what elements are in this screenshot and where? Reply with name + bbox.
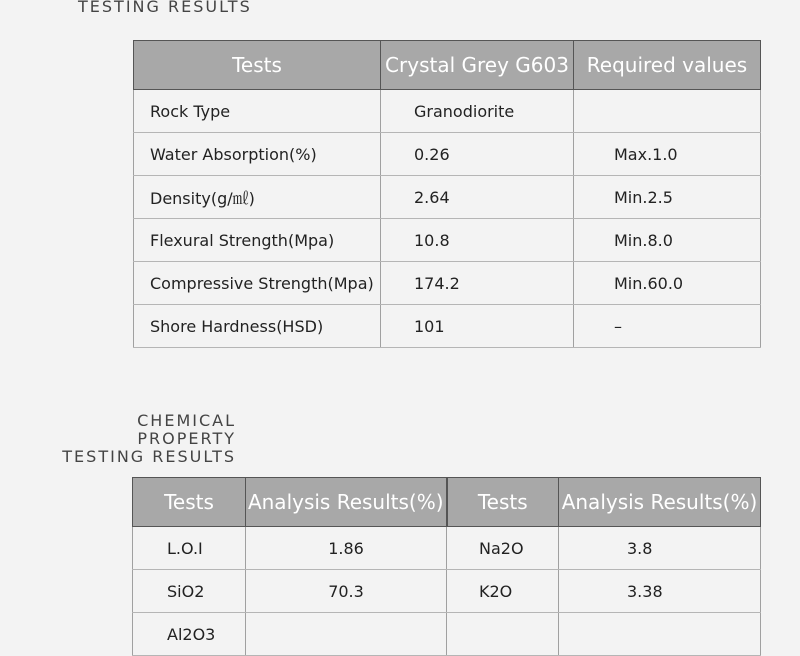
table-row (134, 305, 761, 348)
required-value-cell: Min.60.0 (574, 262, 761, 305)
required-value-cell (574, 90, 761, 133)
result-cell: 3.8 (559, 527, 761, 570)
header-analysis-results: Analysis Results(%) (246, 478, 447, 527)
chemical-section-heading (44, 412, 236, 466)
header-tests: Tests (133, 478, 246, 527)
physical-property-table (133, 40, 761, 348)
header-tests: Tests (447, 478, 559, 527)
test-name-cell: L.O.I (133, 527, 246, 570)
header-required-values: Required values (574, 41, 761, 90)
test-name-cell: Shore Hardness(HSD) (134, 305, 381, 348)
test-name-cell: SiO2 (133, 570, 246, 613)
result-cell: Granodiorite (381, 90, 574, 133)
result-cell (246, 613, 447, 656)
table-row (133, 527, 761, 570)
table-row (134, 176, 761, 219)
test-name-cell (447, 613, 559, 656)
result-cell: 101 (381, 305, 574, 348)
required-value-cell: Max.1.0 (574, 133, 761, 176)
test-name-cell: Water Absorption(%) (134, 133, 381, 176)
header-tests: Tests (134, 41, 381, 90)
test-name-cell: Rock Type (134, 90, 381, 133)
table-row (134, 262, 761, 305)
required-value-cell: Min.8.0 (574, 219, 761, 262)
table-header-row (134, 41, 761, 90)
table-header-row (133, 478, 761, 527)
result-cell: 2.64 (381, 176, 574, 219)
result-cell: 10.8 (381, 219, 574, 262)
table-row (133, 570, 761, 613)
result-cell: 3.38 (559, 570, 761, 613)
result-cell: 1.86 (246, 527, 447, 570)
test-name-cell: Na2O (447, 527, 559, 570)
table-row (134, 90, 761, 133)
chemical-property-table (132, 477, 761, 656)
test-name-cell: Density(g/㎖) (134, 176, 381, 219)
result-cell: 174.2 (381, 262, 574, 305)
required-value-cell: Min.2.5 (574, 176, 761, 219)
test-name-cell: Compressive Strength(Mpa) (134, 262, 381, 305)
header-analysis-results: Analysis Results(%) (559, 478, 761, 527)
physical-section-heading: TESTING RESULTS (78, 0, 252, 16)
result-cell: 70.3 (246, 570, 447, 613)
header-product: Crystal Grey G603 (381, 41, 574, 90)
test-name-cell: K2O (447, 570, 559, 613)
table-row (133, 613, 761, 656)
chemical-heading-line1: CHEMICAL PROPERTY (137, 411, 236, 448)
test-name-cell: Al2O3 (133, 613, 246, 656)
table-row (134, 133, 761, 176)
table-row (134, 219, 761, 262)
chemical-heading-line2: TESTING RESULTS (62, 447, 236, 466)
required-value-cell: – (574, 305, 761, 348)
result-cell (559, 613, 761, 656)
result-cell: 0.26 (381, 133, 574, 176)
test-name-cell: Flexural Strength(Mpa) (134, 219, 381, 262)
